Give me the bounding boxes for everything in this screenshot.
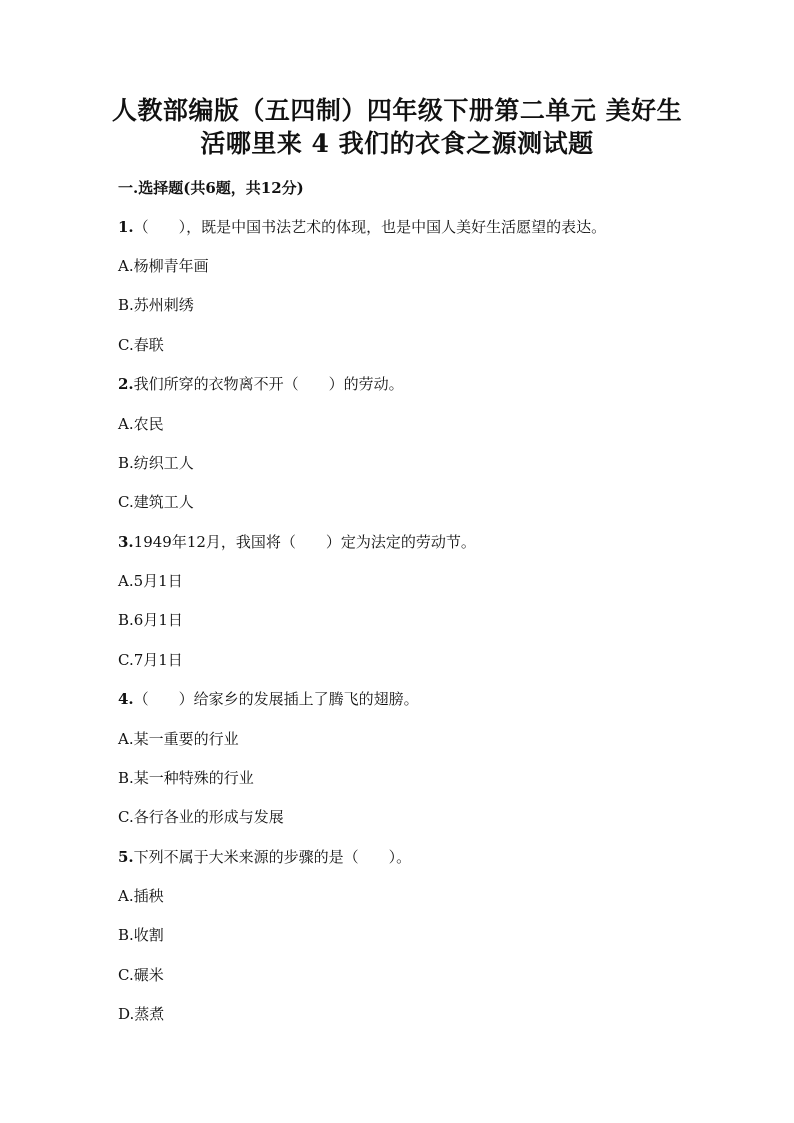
question-stem: 1949年12月，我国将（ ）定为法定的劳动节。	[133, 533, 476, 551]
option-5c: C.碾米	[118, 966, 164, 984]
option-2a: A.农民	[118, 415, 164, 433]
option-1a: A.杨柳青年画	[118, 257, 209, 275]
option-1c: C.春联	[118, 336, 164, 354]
question-stem: （ ）给家乡的发展插上了腾飞的翅膀。	[133, 690, 419, 708]
option-3c: C.7月1日	[118, 651, 183, 669]
question-number: 3.	[118, 533, 134, 551]
question-stem: 我们所穿的衣物离不开（ ）的劳动。	[133, 375, 404, 393]
question-1	[118, 217, 606, 237]
option-4b: B.某一种特殊的行业	[118, 769, 254, 787]
question-number: 1.	[118, 218, 134, 236]
question-stem: （ ），既是中国书法艺术的体现，也是中国人美好生活愿望的表达。	[133, 218, 607, 236]
option-2b: B.纺织工人	[118, 454, 194, 472]
option-5a: A.插秧	[118, 887, 164, 905]
question-5	[118, 847, 411, 867]
option-1b: B.苏州刺绣	[118, 296, 194, 314]
document-title-line-2: 活哪里来 4 我们的衣食之源测试题	[200, 129, 594, 158]
document-title-line-1: 人教部编版（五四制）四年级下册第二单元 美好生	[111, 96, 683, 125]
section-heading: 一.选择题(共6题，共12分)	[118, 179, 304, 197]
question-4	[118, 689, 419, 709]
option-3b: B.6月1日	[118, 611, 183, 629]
option-5d: D.蒸煮	[118, 1005, 165, 1023]
question-3	[118, 532, 476, 552]
option-4c: C.各行各业的形成与发展	[118, 808, 284, 826]
question-number: 4.	[118, 690, 134, 708]
question-number: 2.	[118, 375, 134, 393]
option-2c: C.建筑工人	[118, 493, 194, 511]
question-stem: 下列不属于大米来源的步骤的是（ ）。	[133, 848, 412, 866]
question-2	[118, 374, 404, 394]
option-5b: B.收割	[118, 926, 164, 944]
option-3a: A.5月1日	[118, 572, 183, 590]
question-number: 5.	[118, 848, 134, 866]
option-4a: A.某一重要的行业	[118, 730, 239, 748]
